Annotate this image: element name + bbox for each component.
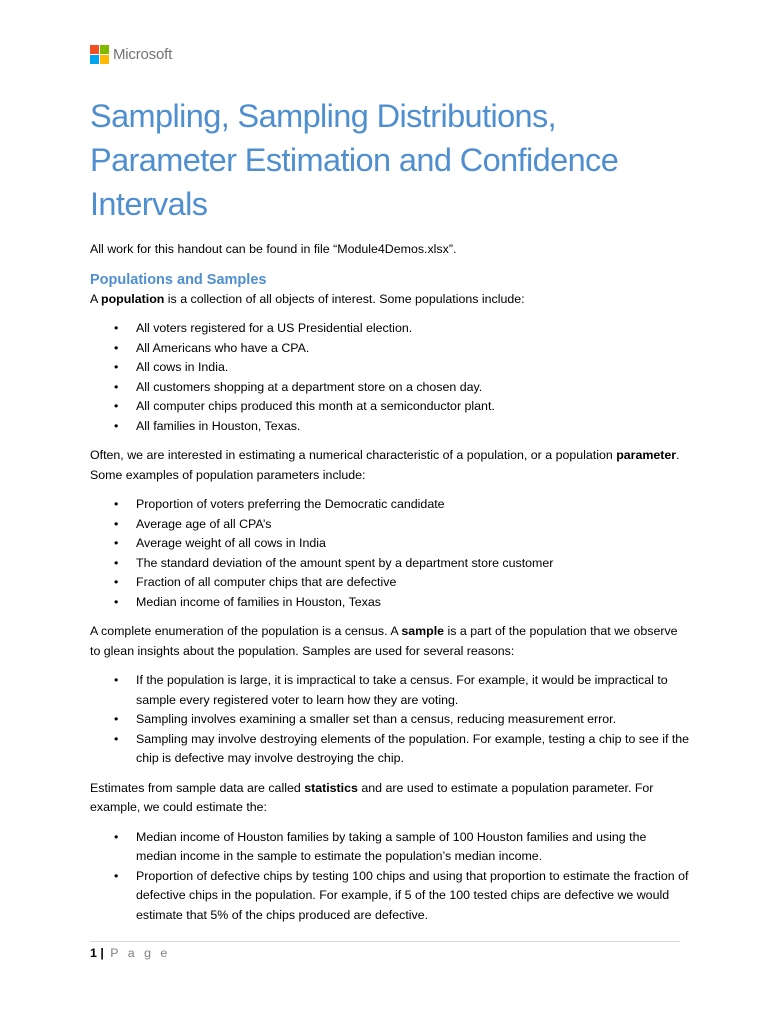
paragraph-parameter: [90, 446, 690, 485]
parameter-list: [90, 495, 690, 612]
list-item: • All Americans who have a CPA.: [90, 339, 690, 359]
text: Often, we are interested in estimating a numerical characteristic of a population, or a population: [90, 448, 617, 462]
list-item: • Median income of families in Houston, Texas: [90, 593, 690, 613]
paragraph-sample: [90, 622, 690, 661]
text: is a collection of all objects of interest. Some populations include:: [164, 291, 525, 306]
windows-logo-icon: [90, 45, 109, 64]
paragraph-statistics: [90, 779, 690, 818]
text: and are used to estimate a population parameter. For example, we could estimate the:: [90, 780, 654, 814]
text: . Some examples of population parameters include:: [90, 448, 680, 482]
list-item: • Median income of Houston families by taking a sample of 100 Houston families and using the median income in the sample to estimate the population’s median income.: [90, 828, 690, 867]
list-item: • All families in Houston, Texas.: [90, 417, 690, 437]
term-parameter: parameter: [616, 448, 677, 462]
text: Estimates from sample data are called: [90, 780, 305, 795]
list-item: • All customers shopping at a department store on a chosen day.: [90, 378, 690, 398]
list-item: • All computer chips produced this month at a semiconductor plant.: [90, 397, 690, 417]
page-label: P a g e: [110, 946, 171, 960]
list-item: • Proportion of defective chips by testing 100 chips and using that proportion to estimate the fraction of defective chips in the population. For example, if 5 of the 100 tested chips are defective we would estimate that 5% of the chips produced are defective.: [90, 867, 690, 926]
list-item: • The standard deviation of the amount spent by a department store customer: [90, 554, 690, 574]
logo-square-red: [90, 45, 99, 54]
intro-paragraph: All work for this handout can be found in file “Module4Demos.xlsx”.: [90, 242, 457, 256]
page-footer: [90, 944, 170, 962]
list-item: • Average age of all CPA’s: [90, 515, 690, 535]
list-item: • All cows in India.: [90, 358, 690, 378]
term-population: population: [101, 291, 165, 306]
footer-divider: [90, 941, 680, 942]
page-number: 1: [90, 946, 97, 960]
text: A complete enumeration of the population is a census. A: [90, 624, 402, 638]
paragraph-population: [90, 290, 690, 310]
text: A: [90, 291, 102, 306]
document-title: Sampling, Sampling Distributions, Parameter Estimation and Confidence Intervals: [90, 98, 619, 222]
term-sample: sample: [401, 624, 445, 638]
list-item: • All voters registered for a US Presidential election.: [90, 319, 690, 339]
logo-square-yellow: [100, 55, 109, 64]
microsoft-logo: [90, 45, 172, 64]
document-body: [90, 240, 690, 925]
logo-text: Microsoft: [113, 46, 173, 63]
list-item: • Fraction of all computer chips that are defective: [90, 573, 690, 593]
section-heading: Populations and Samples: [90, 271, 267, 288]
list-item: • If the population is large, it is impractical to take a census. For example, it would be impractical to sample every registered voter to learn how they are voting.: [90, 671, 690, 710]
list-item: • Sampling may involve destroying elements of the population. For example, testing a chip to see if the chip is defective may involve destroying the chip.: [90, 730, 690, 769]
list-item: • Average weight of all cows in India: [90, 534, 690, 554]
estimate-list: [90, 828, 690, 926]
reasons-list: [90, 671, 690, 769]
list-item: • Sampling involves examining a smaller set than a census, reducing measurement error.: [90, 710, 690, 730]
term-statistics: statistics: [304, 780, 358, 795]
logo-square-blue: [90, 55, 99, 64]
population-list: [90, 319, 690, 436]
logo-square-green: [100, 45, 109, 54]
list-item: • Proportion of voters preferring the Democratic candidate: [90, 495, 690, 515]
text: is a part of the population that we observe to glean insights about the population. Samples are used for several reasons:: [90, 624, 678, 658]
footer-separator: |: [100, 946, 104, 960]
